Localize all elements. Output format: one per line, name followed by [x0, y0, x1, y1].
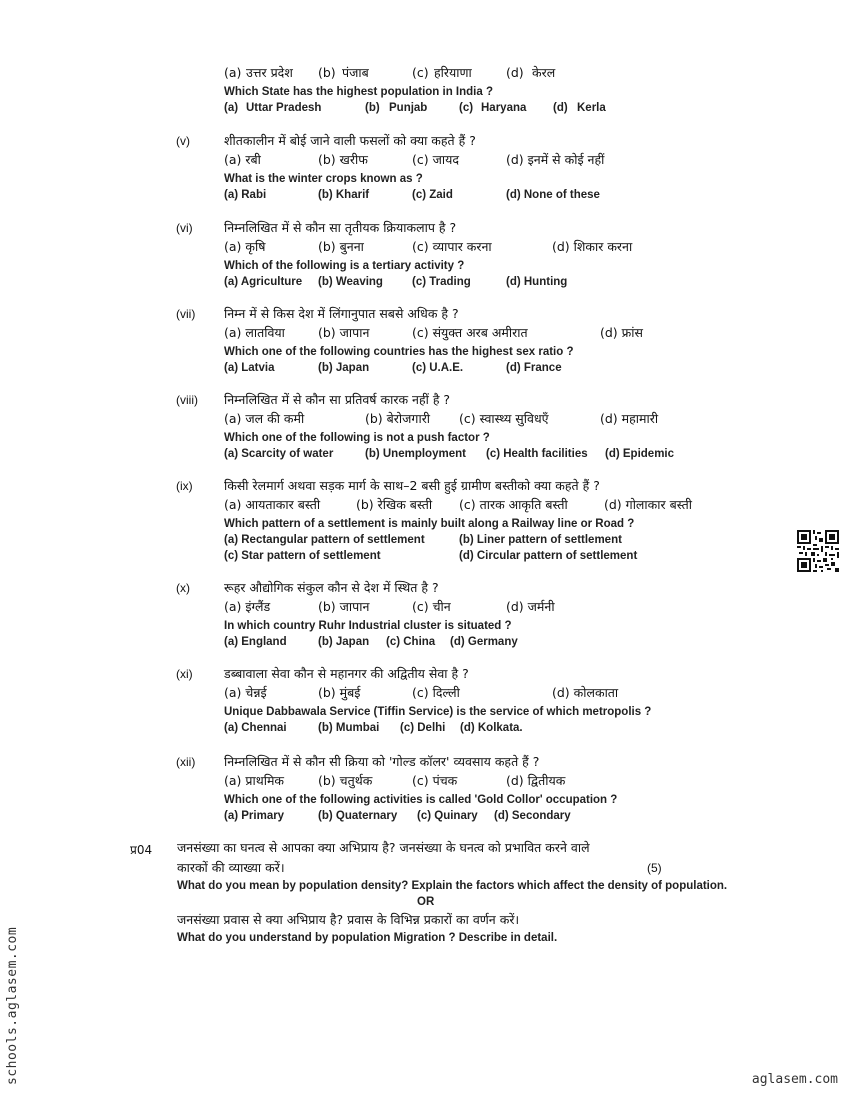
hi-question: किसी रेलमार्ग अथवा सड़क मार्ग के साथ–2 बसी हुई ग्रामीण बस्तीको क्या कहते हैं ?	[224, 478, 600, 493]
option-c: (c) Zaid	[412, 189, 453, 201]
en-question: Which pattern of a settlement is mainly built along a Railway line or Road ?	[224, 518, 635, 530]
option-a-label: (a)	[224, 102, 239, 114]
en-question: Which one of the following activities is called 'Gold Collor' occupation ?	[224, 794, 618, 806]
hi-question: रूहर औद्योगिक संकुल कौन से देश में स्थित है ?	[224, 580, 439, 595]
marks: (5)	[647, 861, 662, 875]
question-number: (ix)	[176, 479, 193, 493]
question-number: (vii)	[176, 307, 196, 321]
en-options-row	[224, 100, 744, 116]
option-c: (c) स्वास्थ्य सुविधएँ	[459, 411, 549, 426]
option-d: (d) द्वितीयक	[506, 773, 566, 788]
option-a: (a) Rectangular pattern of settlement	[224, 534, 425, 546]
option-b: (b) बुनना	[318, 239, 364, 254]
hi-options-row	[224, 64, 744, 84]
option-d: (d) इनमें से कोई नहीं	[506, 152, 605, 167]
option-c: (c) China	[386, 636, 436, 648]
question-number: (vi)	[176, 221, 193, 235]
option-d: (d) Secondary	[494, 810, 571, 822]
option-c: (c) Quinary	[417, 810, 478, 822]
option-d-label: (d)	[553, 102, 568, 114]
option-a: (a) आयताकार बस्ती	[224, 497, 321, 512]
hi-question: शीतकालीन में बोई जाने वाली फसलों को क्या कहते हैं ?	[224, 133, 476, 148]
question-number: प्र04	[130, 843, 153, 857]
option-d: (d) जर्मनी	[506, 599, 555, 614]
option-d: (d) Circular pattern of settlement	[459, 550, 638, 562]
en-options-row	[224, 808, 744, 824]
hi-options-row	[224, 598, 744, 618]
option-a-text: उत्तर प्रदेश	[246, 65, 293, 80]
option-b: (b) Japan	[318, 362, 370, 374]
option-c: (c) तारक आकृति बस्ती	[459, 497, 568, 512]
option-b: (b) Liner pattern of settlement	[459, 534, 622, 546]
option-c: (c) संयुक्त अरब अमीरात	[412, 325, 528, 340]
option-c-text: Haryana	[481, 102, 527, 114]
or-separator: OR	[417, 896, 435, 908]
option-b: (b) Weaving	[318, 276, 383, 288]
option-c: (c) Trading	[412, 276, 471, 288]
option-b: (b) जापान	[318, 325, 370, 340]
option-a: (a) Rabi	[224, 189, 267, 201]
option-a-label: (a)	[224, 65, 242, 80]
hi-options-row	[224, 151, 744, 171]
option-d: (d) None of these	[506, 189, 600, 201]
option-d: (d) महामारी	[600, 411, 659, 426]
hi-options-row	[224, 324, 744, 344]
footer-watermark: aglasem.com	[751, 1072, 838, 1087]
option-d-text: Kerla	[577, 102, 606, 114]
option-b-label: (b)	[365, 102, 380, 114]
en-options-row-2	[224, 548, 744, 564]
option-c-label: (c)	[412, 65, 429, 80]
option-a: (a) लातविया	[224, 325, 285, 340]
en-alt-question: What do you understand by population Migration ? Describe in detail.	[177, 932, 558, 944]
option-d: (d) Epidemic	[605, 448, 675, 460]
option-a-text: Uttar Pradesh	[246, 102, 322, 114]
hi-options-row	[224, 496, 744, 516]
option-b: (b) Unemployment	[365, 448, 466, 460]
question-number: (viii)	[176, 393, 198, 407]
option-a: (a) Agriculture	[224, 276, 303, 288]
en-question: Which State has the highest population in India ?	[224, 86, 493, 98]
option-b: (b) खरीफ	[318, 152, 368, 167]
side-watermark: schools.aglasem.com	[5, 926, 20, 1085]
option-a: (a) इंग्लैंड	[224, 599, 271, 614]
option-a: (a) रबी	[224, 152, 261, 167]
en-question: In which country Ruhr Industrial cluster is situated ?	[224, 620, 512, 632]
option-b: (b) Mumbai	[318, 722, 380, 734]
option-c: (c) जायद	[412, 152, 459, 167]
option-d: (d) Germany	[450, 636, 518, 648]
hi-question-line-2	[177, 858, 717, 878]
option-b: (b) Quaternary	[318, 810, 398, 822]
hi-options-row	[224, 772, 744, 792]
option-c: (c) दिल्ली	[412, 685, 460, 700]
qr-code-icon	[797, 530, 839, 572]
option-b-text: Punjab	[389, 102, 428, 114]
en-options-row-1	[224, 532, 744, 548]
hi-question-line-2-text: कारकों की व्याख्या करें।	[177, 860, 285, 875]
option-d: (d) Hunting	[506, 276, 568, 288]
en-options-row	[224, 634, 744, 650]
en-options-row	[224, 446, 744, 462]
en-options-row	[224, 720, 744, 736]
option-b: (b) Japan	[318, 636, 370, 648]
option-b: (b) रेखिक बस्ती	[356, 497, 433, 512]
option-c-label: (c)	[459, 102, 474, 114]
hi-options-row	[224, 410, 744, 430]
en-question: Which one of the following is not a push factor ?	[224, 432, 490, 444]
option-a: (a) England	[224, 636, 287, 648]
option-c: (c) Delhi	[400, 722, 446, 734]
question-number: (xi)	[176, 667, 193, 681]
option-b: (b) मुंबई	[318, 685, 361, 700]
option-a: (a) Latvia	[224, 362, 275, 374]
option-a: (a) कृषि	[224, 239, 266, 254]
option-c: (c) चीन	[412, 599, 451, 614]
en-options-row	[224, 360, 744, 376]
question-number: (xii)	[176, 755, 196, 769]
option-b-label: (b)	[318, 65, 336, 80]
option-a: (a) जल की कमी	[224, 411, 305, 426]
hi-question: निम्न में से किस देश में लिंगानुपात सबसे अधिक है ?	[224, 306, 459, 321]
hi-question-line-1: जनसंख्या का घनत्व से आपका क्या अभिप्राय है? जनसंख्या के घनत्व को प्रभावित करने वाले	[177, 840, 590, 855]
option-a: (a) Primary	[224, 810, 285, 822]
option-d: (d) France	[506, 362, 562, 374]
option-b-text: पंजाब	[342, 65, 369, 80]
option-d: (d) फ्रांस	[600, 325, 643, 340]
option-c: (c) व्यापार करना	[412, 239, 492, 254]
question-number: (v)	[176, 134, 190, 148]
hi-question: निम्नलिखित में से कौन सी क्रिया को 'गोल्ड कॉलर' व्यवसाय कहते हैं ?	[224, 754, 540, 769]
hi-alt-question: जनसंख्या प्रवास से क्या अभिप्राय है? प्रवास के विभिन्न प्रकारों का वर्णन करें।	[177, 912, 520, 927]
option-a: (a) Scarcity of water	[224, 448, 334, 460]
en-question: What do you mean by population density? Explain the factors which affect the density of population.	[177, 880, 728, 892]
option-d: (d) Kolkata.	[460, 722, 523, 734]
en-options-row	[224, 187, 744, 203]
option-a: (a) प्राथमिक	[224, 773, 285, 788]
option-c-text: हरियाणा	[434, 65, 472, 80]
option-a: (a) Chennai	[224, 722, 287, 734]
option-b: (b) जापान	[318, 599, 370, 614]
en-question: What is the winter crops known as ?	[224, 173, 423, 185]
option-b: (b) Kharif	[318, 189, 370, 201]
en-question: Which of the following is a tertiary activity ?	[224, 260, 465, 272]
en-question: Unique Dabbawala Service (Tiffin Service) is the service of which metropolis ?	[224, 706, 652, 718]
hi-options-row	[224, 238, 744, 258]
option-c: (c) Star pattern of settlement	[224, 550, 381, 562]
hi-question: निम्नलिखित में से कौन सा प्रतिवर्ष कारक नहीं है ?	[224, 392, 451, 407]
option-d-label: (d)	[506, 65, 524, 80]
option-b: (b) चतुर्थक	[318, 773, 373, 788]
option-b: (b) बेरोजगारी	[365, 411, 431, 426]
option-d: (d) शिकार करना	[552, 239, 633, 254]
hi-question: डब्बावाला सेवा कौन से महानगर की अद्वितीय सेवा है ?	[224, 666, 469, 681]
option-c: (c) U.A.E.	[412, 362, 464, 374]
option-c: (c) Health facilities	[486, 448, 588, 460]
en-options-row	[224, 274, 744, 290]
option-d-text: केरल	[532, 65, 556, 80]
question-number: (x)	[176, 581, 190, 595]
option-c: (c) पंचक	[412, 773, 458, 788]
option-d: (d) कोलकाता	[552, 685, 619, 700]
option-d: (d) गोलाकार बस्ती	[604, 497, 692, 512]
en-question: Which one of the following countries has the highest sex ratio ?	[224, 346, 574, 358]
hi-options-row	[224, 684, 744, 704]
hi-question: निम्नलिखित में से कौन सा तृतीयक क्रियाकलाप है ?	[224, 220, 457, 235]
option-a: (a) चेन्नई	[224, 685, 267, 700]
